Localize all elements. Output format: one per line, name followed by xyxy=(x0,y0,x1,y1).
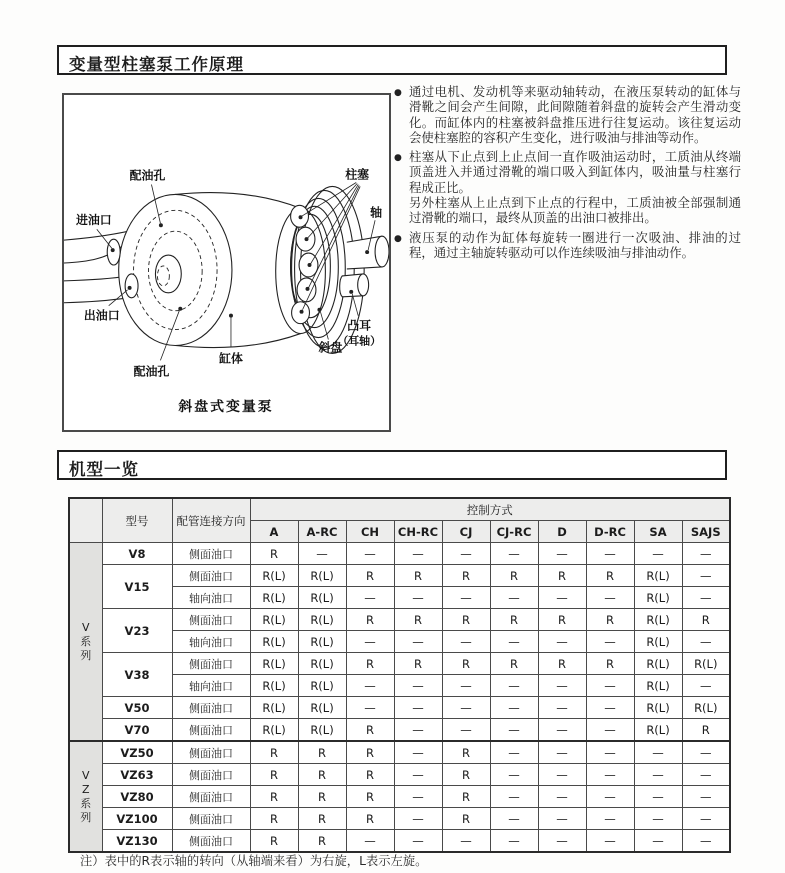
value-cell: — xyxy=(634,543,682,565)
value-cell: R(L) xyxy=(250,719,298,742)
bullet-icon: ● xyxy=(394,88,402,98)
piping-cell: 轴向油口 xyxy=(172,587,250,609)
value-cell: — xyxy=(442,719,490,742)
value-cell: — xyxy=(682,764,730,786)
value-cell: — xyxy=(490,719,538,742)
model-cell: V23 xyxy=(102,609,172,653)
label-lug-line2: （耳轴） xyxy=(337,334,382,348)
value-cell: — xyxy=(490,808,538,830)
value-cell: — xyxy=(394,719,442,742)
piping-cell: 轴向油口 xyxy=(172,675,250,697)
piping-cell: 侧面油口 xyxy=(172,808,250,830)
value-cell: R xyxy=(346,653,394,675)
model-cell: VZ50 xyxy=(102,741,172,764)
model-table-container xyxy=(68,497,731,853)
column-header-control-type: CJ xyxy=(442,521,490,543)
model-cell: V50 xyxy=(102,697,172,719)
value-cell: — xyxy=(394,830,442,853)
bullet-icon: ● xyxy=(394,153,402,164)
value-cell: R xyxy=(490,565,538,587)
value-cell: — xyxy=(538,675,586,697)
value-cell: R xyxy=(250,830,298,853)
value-cell: R xyxy=(538,609,586,631)
value-cell: R xyxy=(250,543,298,565)
value-cell: — xyxy=(442,675,490,697)
value-cell: R(L) xyxy=(298,609,346,631)
label-shaft: 轴 xyxy=(370,205,383,220)
column-header-control-type: D-RC xyxy=(586,521,634,543)
column-header-model: 型号 xyxy=(102,498,172,543)
value-cell: — xyxy=(586,675,634,697)
model-cell: V38 xyxy=(102,653,172,697)
value-cell: R xyxy=(442,609,490,631)
value-cell: — xyxy=(490,543,538,565)
value-cell: — xyxy=(346,697,394,719)
value-cell: R(L) xyxy=(298,697,346,719)
value-cell: — xyxy=(298,543,346,565)
value-cell: R xyxy=(250,764,298,786)
value-cell: — xyxy=(538,697,586,719)
piping-cell: 侧面油口 xyxy=(172,565,250,587)
value-cell: — xyxy=(394,808,442,830)
value-cell: — xyxy=(538,587,586,609)
value-cell: R xyxy=(586,565,634,587)
value-cell: R(L) xyxy=(634,609,682,631)
value-cell: — xyxy=(346,543,394,565)
table-row xyxy=(69,543,730,565)
value-cell: — xyxy=(394,675,442,697)
value-cell: R(L) xyxy=(250,609,298,631)
value-cell: R(L) xyxy=(250,653,298,675)
value-cell: — xyxy=(682,587,730,609)
series-cell: V Z 系 列 xyxy=(69,741,102,852)
value-cell: — xyxy=(682,543,730,565)
value-cell: — xyxy=(586,631,634,653)
value-cell: — xyxy=(586,786,634,808)
value-cell: — xyxy=(586,697,634,719)
value-cell: R(L) xyxy=(634,719,682,742)
label-inlet: 进油口 xyxy=(75,213,112,228)
column-header-control-type: CH-RC xyxy=(394,521,442,543)
value-cell: — xyxy=(442,631,490,653)
value-cell: — xyxy=(682,786,730,808)
value-cell: R xyxy=(346,741,394,764)
value-cell: — xyxy=(394,741,442,764)
value-cell: R xyxy=(442,653,490,675)
value-cell: R(L) xyxy=(298,565,346,587)
model-cell: VZ130 xyxy=(102,830,172,853)
table-row xyxy=(69,609,730,631)
value-cell: — xyxy=(682,675,730,697)
value-cell: — xyxy=(442,543,490,565)
diagram-caption: 斜盘式变量泵 xyxy=(178,399,274,416)
value-cell: — xyxy=(538,543,586,565)
piping-cell: 侧面油口 xyxy=(172,719,250,742)
column-header-control-type: CJ-RC xyxy=(490,521,538,543)
value-cell: R(L) xyxy=(682,697,730,719)
value-cell: R xyxy=(682,719,730,742)
value-cell: — xyxy=(682,830,730,853)
value-cell: R(L) xyxy=(634,631,682,653)
model-cell: V8 xyxy=(102,543,172,565)
value-cell: R xyxy=(346,808,394,830)
value-cell: R xyxy=(490,653,538,675)
value-cell: — xyxy=(346,587,394,609)
value-cell: — xyxy=(682,565,730,587)
pump-diagram-box xyxy=(62,93,391,432)
corner-cell xyxy=(69,498,102,543)
model-cell: VZ63 xyxy=(102,764,172,786)
bullet-item xyxy=(394,230,741,261)
value-cell: R xyxy=(346,609,394,631)
outlet-opening xyxy=(125,274,138,298)
label-cylinder-block: 缸体 xyxy=(219,351,243,366)
label-port-plate-hole-bottom: 配油孔 xyxy=(133,364,170,379)
value-cell: R xyxy=(298,741,346,764)
bullet-text: 通过电机、发动机等来驱动轴转动，在液压泵转动的缸体与滑靴之间会产生间隙，此间隙随着斜盘的旋转会产生滑动变化。而缸体内的柱塞被斜盘推压进行往复运动。该往复运动会使柱塞腔的容积产生变化，进行吸油与排油等动作。 xyxy=(409,84,741,145)
value-cell: — xyxy=(346,631,394,653)
value-cell: R(L) xyxy=(634,653,682,675)
value-cell: R xyxy=(346,786,394,808)
value-cell: R xyxy=(250,808,298,830)
value-cell: — xyxy=(394,697,442,719)
value-cell: — xyxy=(586,719,634,742)
model-table-body xyxy=(69,543,730,853)
value-cell: R(L) xyxy=(298,719,346,742)
value-cell: — xyxy=(490,587,538,609)
value-cell: — xyxy=(586,587,634,609)
model-cell: VZ80 xyxy=(102,786,172,808)
value-cell: R xyxy=(346,719,394,742)
label-swash-plate: 斜盘 xyxy=(318,340,343,355)
value-cell: — xyxy=(538,741,586,764)
column-header-control-type: SA xyxy=(634,521,682,543)
piping-cell: 侧面油口 xyxy=(172,653,250,675)
value-cell: — xyxy=(586,741,634,764)
value-cell: — xyxy=(394,587,442,609)
value-cell: R xyxy=(442,808,490,830)
value-cell: R(L) xyxy=(682,653,730,675)
bullet-text: 另外柱塞从上止点到下止点的行程中，工质油被全部强制通过滑靴的端口，最终从顶盖的出油口被排出。 xyxy=(409,195,741,226)
label-piston: 柱塞 xyxy=(345,167,370,182)
bullet-icon: ● xyxy=(394,233,402,244)
value-cell: — xyxy=(538,786,586,808)
value-cell: R xyxy=(538,653,586,675)
table-row xyxy=(69,786,730,808)
table-row xyxy=(69,764,730,786)
value-cell: R xyxy=(442,786,490,808)
piping-cell: 侧面油口 xyxy=(172,697,250,719)
value-cell: — xyxy=(442,697,490,719)
value-cell: — xyxy=(442,830,490,853)
value-cell: — xyxy=(346,675,394,697)
value-cell: R xyxy=(538,565,586,587)
value-cell: R xyxy=(298,808,346,830)
value-cell: — xyxy=(394,786,442,808)
value-cell: — xyxy=(490,697,538,719)
value-cell: — xyxy=(538,808,586,830)
column-header-control: 控制方式 xyxy=(250,498,730,521)
value-cell: R(L) xyxy=(250,675,298,697)
value-cell: — xyxy=(490,786,538,808)
value-cell: R xyxy=(250,741,298,764)
value-cell: — xyxy=(490,830,538,853)
pump-diagram-svg xyxy=(64,95,389,430)
value-cell: R xyxy=(442,565,490,587)
value-cell: R(L) xyxy=(634,587,682,609)
value-cell: R xyxy=(298,786,346,808)
value-cell: — xyxy=(586,764,634,786)
table-row xyxy=(69,808,730,830)
model-cell: V70 xyxy=(102,719,172,742)
value-cell: — xyxy=(586,830,634,853)
model-cell: V15 xyxy=(102,565,172,609)
model-cell: VZ100 xyxy=(102,808,172,830)
label-outlet: 出油口 xyxy=(83,308,120,323)
value-cell: R xyxy=(250,786,298,808)
value-cell: — xyxy=(538,830,586,853)
piping-cell: 侧面油口 xyxy=(172,543,250,565)
value-cell: — xyxy=(490,675,538,697)
value-cell: R xyxy=(394,653,442,675)
value-cell: R xyxy=(586,609,634,631)
table-row xyxy=(69,719,730,742)
column-header-control-type: CH xyxy=(346,521,394,543)
bullet-item xyxy=(394,149,741,225)
column-header-control-type: A xyxy=(250,521,298,543)
value-cell: R xyxy=(490,609,538,631)
column-header-control-type: SAJS xyxy=(682,521,730,543)
value-cell: R xyxy=(298,764,346,786)
table-row xyxy=(69,653,730,675)
table-row xyxy=(69,741,730,764)
value-cell: — xyxy=(634,786,682,808)
piping-cell: 侧面油口 xyxy=(172,609,250,631)
value-cell: — xyxy=(634,741,682,764)
column-header-control-type: D xyxy=(538,521,586,543)
value-cell: — xyxy=(682,808,730,830)
piping-cell: 侧面油口 xyxy=(172,786,250,808)
value-cell: R xyxy=(298,830,346,853)
bullet-text: 液压泵的动作为缸体每旋转一圈进行一次吸油、排油的过程，通过主轴旋转驱动可以作连续吸油与排油动作。 xyxy=(409,229,741,260)
value-cell: — xyxy=(394,543,442,565)
value-cell: — xyxy=(538,764,586,786)
value-cell: R(L) xyxy=(250,697,298,719)
value-cell: R xyxy=(394,565,442,587)
value-cell: R(L) xyxy=(298,631,346,653)
value-cell: R(L) xyxy=(250,587,298,609)
column-header-control-type: A-RC xyxy=(298,521,346,543)
bullet-text: 柱塞从下止点到上止点间一直作吸油运动时，工质油从终端顶盖进入并通过滑靴的端口吸入到缸体内，吸油量与柱塞行程成正比。 xyxy=(409,149,741,195)
value-cell: R xyxy=(586,653,634,675)
piping-cell: 侧面油口 xyxy=(172,830,250,853)
table-row xyxy=(69,697,730,719)
cylinder-block-shape xyxy=(119,193,301,348)
value-cell: R(L) xyxy=(250,565,298,587)
inlet-opening xyxy=(107,239,120,265)
value-cell: R xyxy=(682,609,730,631)
section-title-model-overview: 机型一览 xyxy=(57,450,727,480)
value-cell: R xyxy=(346,764,394,786)
value-cell: — xyxy=(682,631,730,653)
value-cell: R(L) xyxy=(298,675,346,697)
table-row xyxy=(69,830,730,853)
value-cell: R xyxy=(394,609,442,631)
value-cell: — xyxy=(346,830,394,853)
value-cell: — xyxy=(634,764,682,786)
value-cell: — xyxy=(634,808,682,830)
piping-cell: 侧面油口 xyxy=(172,741,250,764)
column-header-piping: 配管连接方向 xyxy=(172,498,250,543)
value-cell: — xyxy=(394,764,442,786)
value-cell: R xyxy=(346,565,394,587)
value-cell: R(L) xyxy=(634,697,682,719)
label-lug-line1: 凸耳 xyxy=(347,318,372,333)
value-cell: R(L) xyxy=(634,565,682,587)
value-cell: — xyxy=(442,587,490,609)
value-cell: — xyxy=(538,719,586,742)
value-cell: — xyxy=(490,741,538,764)
bullet-list xyxy=(394,84,741,264)
value-cell: R(L) xyxy=(298,653,346,675)
value-cell: — xyxy=(490,764,538,786)
value-cell: — xyxy=(490,631,538,653)
label-port-plate-hole-top: 配油孔 xyxy=(129,168,166,183)
value-cell: — xyxy=(586,543,634,565)
value-cell: R(L) xyxy=(298,587,346,609)
series-cell: V 系 列 xyxy=(69,543,102,742)
value-cell: R(L) xyxy=(634,675,682,697)
footnote: 注）表中的R表示轴的转向（从轴端来看）为右旋，L表示左旋。 xyxy=(80,854,428,868)
lug-shape xyxy=(340,274,369,297)
value-cell: — xyxy=(682,741,730,764)
value-cell: — xyxy=(538,631,586,653)
model-table xyxy=(68,497,731,853)
value-cell: — xyxy=(394,631,442,653)
piping-cell: 轴向油口 xyxy=(172,631,250,653)
value-cell: — xyxy=(586,808,634,830)
value-cell: — xyxy=(634,830,682,853)
value-cell: R(L) xyxy=(250,631,298,653)
section-title-working-principle: 变量型柱塞泵工作原理 xyxy=(57,45,727,75)
value-cell: R xyxy=(442,741,490,764)
table-row xyxy=(69,565,730,587)
piping-cell: 侧面油口 xyxy=(172,764,250,786)
value-cell: R xyxy=(442,764,490,786)
bullet-item xyxy=(394,84,741,145)
